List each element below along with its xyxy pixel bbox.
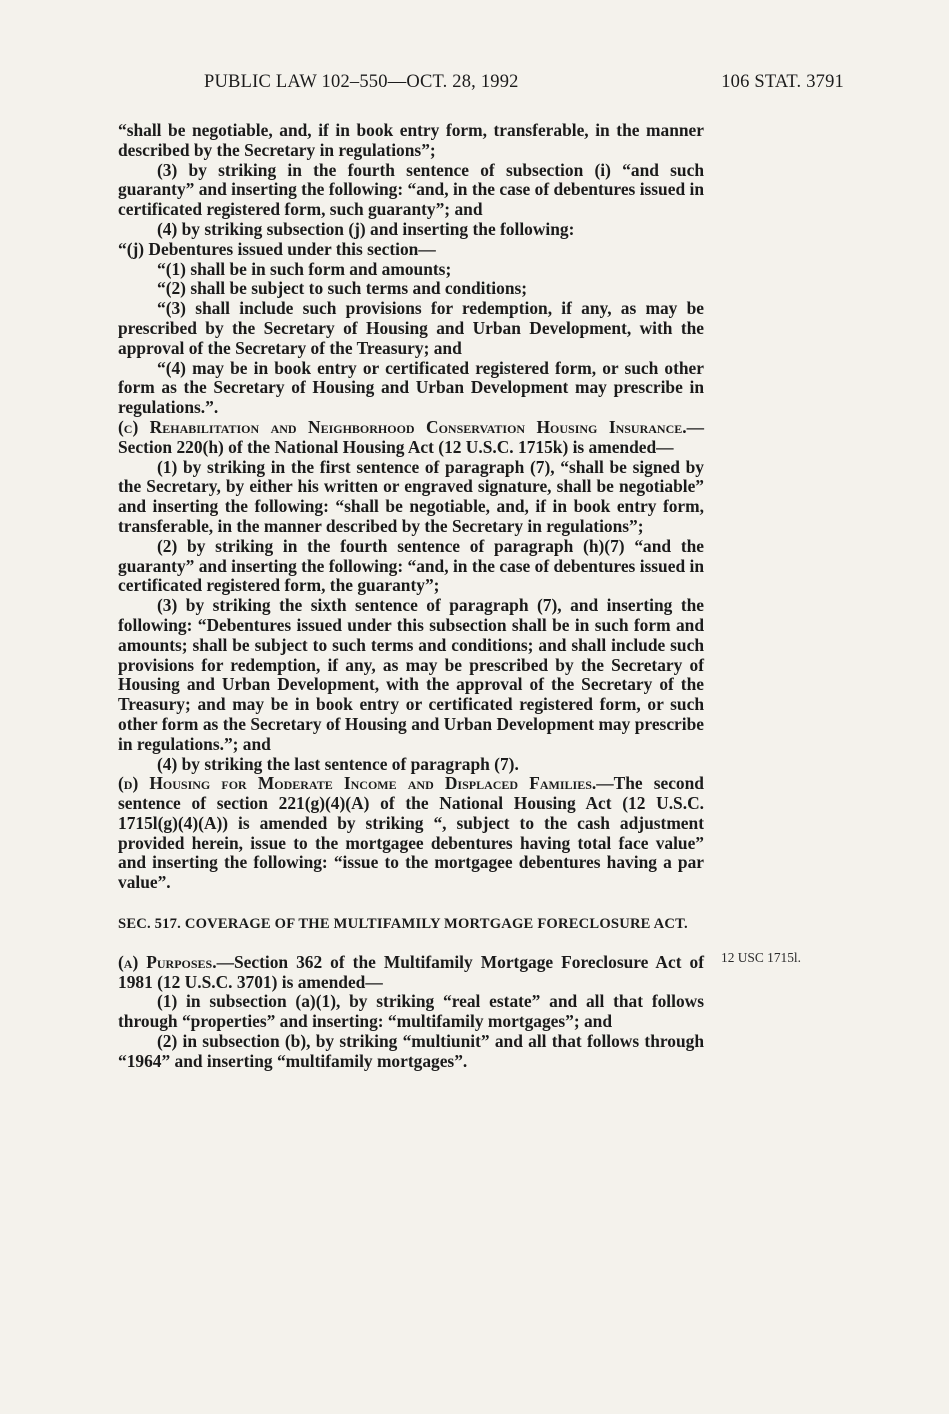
- paragraph: [118, 161, 704, 220]
- paragraph: [118, 418, 704, 458]
- paragraph-text: —Section 220(h) of the National Housing Act (12 U.S.C. 1715k) is amended—: [118, 416, 704, 457]
- paragraph-text: (1) in subsection (a)(1), by striking “real estate” and all that follows through “properties” and inserting: “multifamily mortgages”; and: [118, 991, 704, 1032]
- paragraph-text: —The second sentence of section 221(g)(4)(A) of the National Housing Act (12 U.S.C. 1715l(g)(4)(A)) is amended by striking “, subject to the cash adjustment provided herein, issue to the mortgagee debentures having total face value” and inserting the following: “issue to the mortgagee debentures having a par value”.: [118, 773, 704, 893]
- paragraph: [118, 596, 704, 754]
- paragraph-text: —Section 362 of the Multifamily Mortgage Foreclosure Act of 1981 (12 U.S.C. 3701) is amended—: [118, 951, 704, 992]
- paragraph: [118, 299, 704, 358]
- paragraph: [118, 953, 704, 993]
- paragraph-text: (4) by striking subsection (j) and inserting the following:: [157, 218, 575, 239]
- margin-citation: 12 USC 1715l.: [721, 950, 801, 965]
- page-body: [118, 121, 704, 1072]
- paragraph: [118, 121, 704, 161]
- paragraph-text: (4) by striking the last sentence of paragraph (7).: [157, 753, 519, 774]
- paragraph-text: “(4) may be in book entry or certificated registered form, or such other form as the Secretary of Housing and Urban Development may prescribe in regulations.”.: [118, 357, 704, 418]
- paragraph-text: “(1) shall be in such form and amounts;: [157, 258, 452, 279]
- page-citation: 106 STAT. 3791: [721, 72, 844, 92]
- amendments-text: [118, 121, 704, 893]
- paragraph-text: (2) in subsection (b), by striking “multiunit” and all that follows through “1964” and inserting “multifamily mortgages”.: [118, 1031, 704, 1071]
- paragraph-text: (3) by striking in the fourth sentence of subsection (i) “and such guaranty” and inserting the following: “and, in the case of debentures issued in certificated registered form, such guaranty”; and: [118, 159, 704, 220]
- paragraph: [118, 992, 704, 1032]
- subsection-heading: (d) Housing for Moderate Income and Displaced Families.: [118, 773, 597, 794]
- paragraph-text: (3) by striking the sixth sentence of paragraph (7), and inserting the following: “Debentures issued under this subsection shall be in such form and amounts; shall be subject to such terms and conditions; and shall include such provisions for redemption, if any, as may be prescribed by the Secretary of Housing and Urban Development, with the approval of the Secretary of the Treasury; and may be in book entry or certificated registered form, or such other form as the Secretary of Housing and Urban Development may prescribe in regulations.”; and: [118, 595, 704, 754]
- paragraph: [118, 260, 704, 280]
- subsection-heading: (a) Purposes.: [118, 951, 217, 972]
- paragraph: [118, 755, 704, 775]
- paragraph: [118, 279, 704, 299]
- running-head-title: PUBLIC LAW 102–550—OCT. 28, 1992: [204, 72, 519, 92]
- section-heading: SEC. 517. COVERAGE OF THE MULTIFAMILY MORTGAGE FORECLOSURE ACT.: [118, 916, 688, 933]
- paragraph: [118, 1032, 704, 1072]
- paragraph: [118, 240, 704, 260]
- paragraph-text: “shall be negotiable, and, if in book entry form, transferable, in the manner described by the Secretary in regulations”;: [118, 120, 704, 160]
- paragraph-text: (2) by striking in the fourth sentence of paragraph (h)(7) “and the guaranty” and inserting the following: “and, in the case of debentures issued in certificated registered form, the guaranty”;: [118, 535, 704, 596]
- paragraph-text: “(3) shall include such provisions for redemption, if any, as may be prescribed by the Secretary of Housing and Urban Development, with the approval of the Secretary of the Treasury; and: [118, 298, 704, 358]
- paragraph-text: “(2) shall be subject to such terms and conditions;: [157, 278, 528, 299]
- paragraph: [118, 359, 704, 418]
- subsection-heading: (c) Rehabilitation and Neighborhood Conservation Housing Insurance.: [118, 416, 687, 437]
- paragraph: [118, 537, 704, 596]
- paragraph: [118, 458, 704, 537]
- section-517-text: [118, 953, 704, 1072]
- paragraph-text: (1) by striking in the first sentence of paragraph (7), “shall be signed by the Secretary, by either his written or engraved signature, shall be negotiable” and inserting the following: “shall be negotiable, and, if in book entry form, transferable, in the manner described by the Secretary in regulations”;: [118, 456, 704, 536]
- paragraph-text: “(j) Debentures issued under this section—: [118, 238, 436, 259]
- paragraph: [118, 220, 704, 240]
- paragraph: [118, 774, 704, 893]
